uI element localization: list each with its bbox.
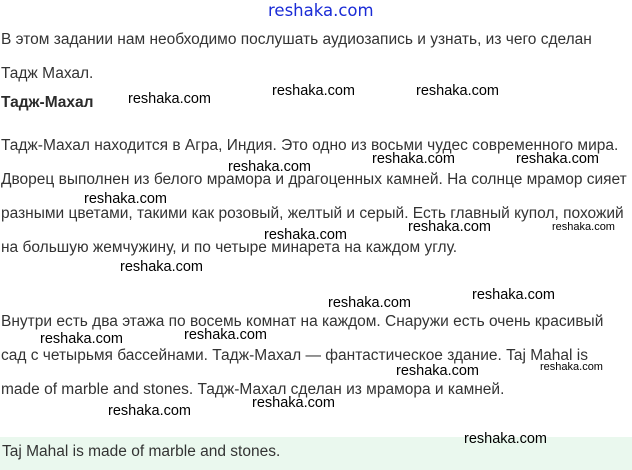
watermark: reshaka.com <box>264 227 348 243</box>
paragraph-2: Внутри есть два этажа по восемь комнат на каждом. Снаружи есть очень красивый сад с четырьмя бассейнами. Тадж-Махал — фантастическое здание. Taj Mahal is made of marble and stones. Тадж-Махал сделан из мрамора и камней. <box>1 313 604 398</box>
watermark: reshaka.com <box>84 191 168 207</box>
watermark: reshaka.com <box>372 151 456 167</box>
watermark: reshaka.com <box>328 295 412 311</box>
watermark: reshaka.com <box>228 159 312 175</box>
watermark: reshaka.com <box>108 403 192 419</box>
watermark: reshaka.com <box>120 259 204 275</box>
answer-text: Taj Mahal is made of marble and stones. <box>2 443 281 460</box>
watermark: reshaka.com <box>396 363 480 379</box>
watermark: reshaka.com <box>40 331 124 347</box>
section-heading: Тадж-Махал <box>1 94 94 111</box>
watermark: reshaka.com <box>540 361 603 373</box>
watermark-top: reshaka.com <box>268 1 374 20</box>
watermark: reshaka.com <box>464 431 548 447</box>
watermark: reshaka.com <box>516 151 600 167</box>
watermark: reshaka.com <box>416 83 500 99</box>
intro-text: В этом задании нам необходимо послушать аудиозапись и узнать, из чего сделан Тадж Махал. <box>1 31 592 82</box>
watermark: reshaka.com <box>184 327 268 343</box>
watermark: reshaka.com <box>272 83 356 99</box>
watermark: reshaka.com <box>472 287 556 303</box>
watermark: reshaka.com <box>252 395 336 411</box>
watermark: reshaka.com <box>552 221 615 233</box>
watermark: reshaka.com <box>408 219 492 235</box>
watermark: reshaka.com <box>128 91 212 107</box>
paragraph-1: Тадж-Махал находится в Агра, Индия. Это одно из восьми чудес современного мира. Дворец выполнен из белого мрамора и драгоценных камней. На солнце мрамор сияет разными цветами, такими как розовый, желтый и серый. Есть главный купол, похожий на большую жемчужину, и по четыре минарета на каждом углу. <box>1 137 627 256</box>
